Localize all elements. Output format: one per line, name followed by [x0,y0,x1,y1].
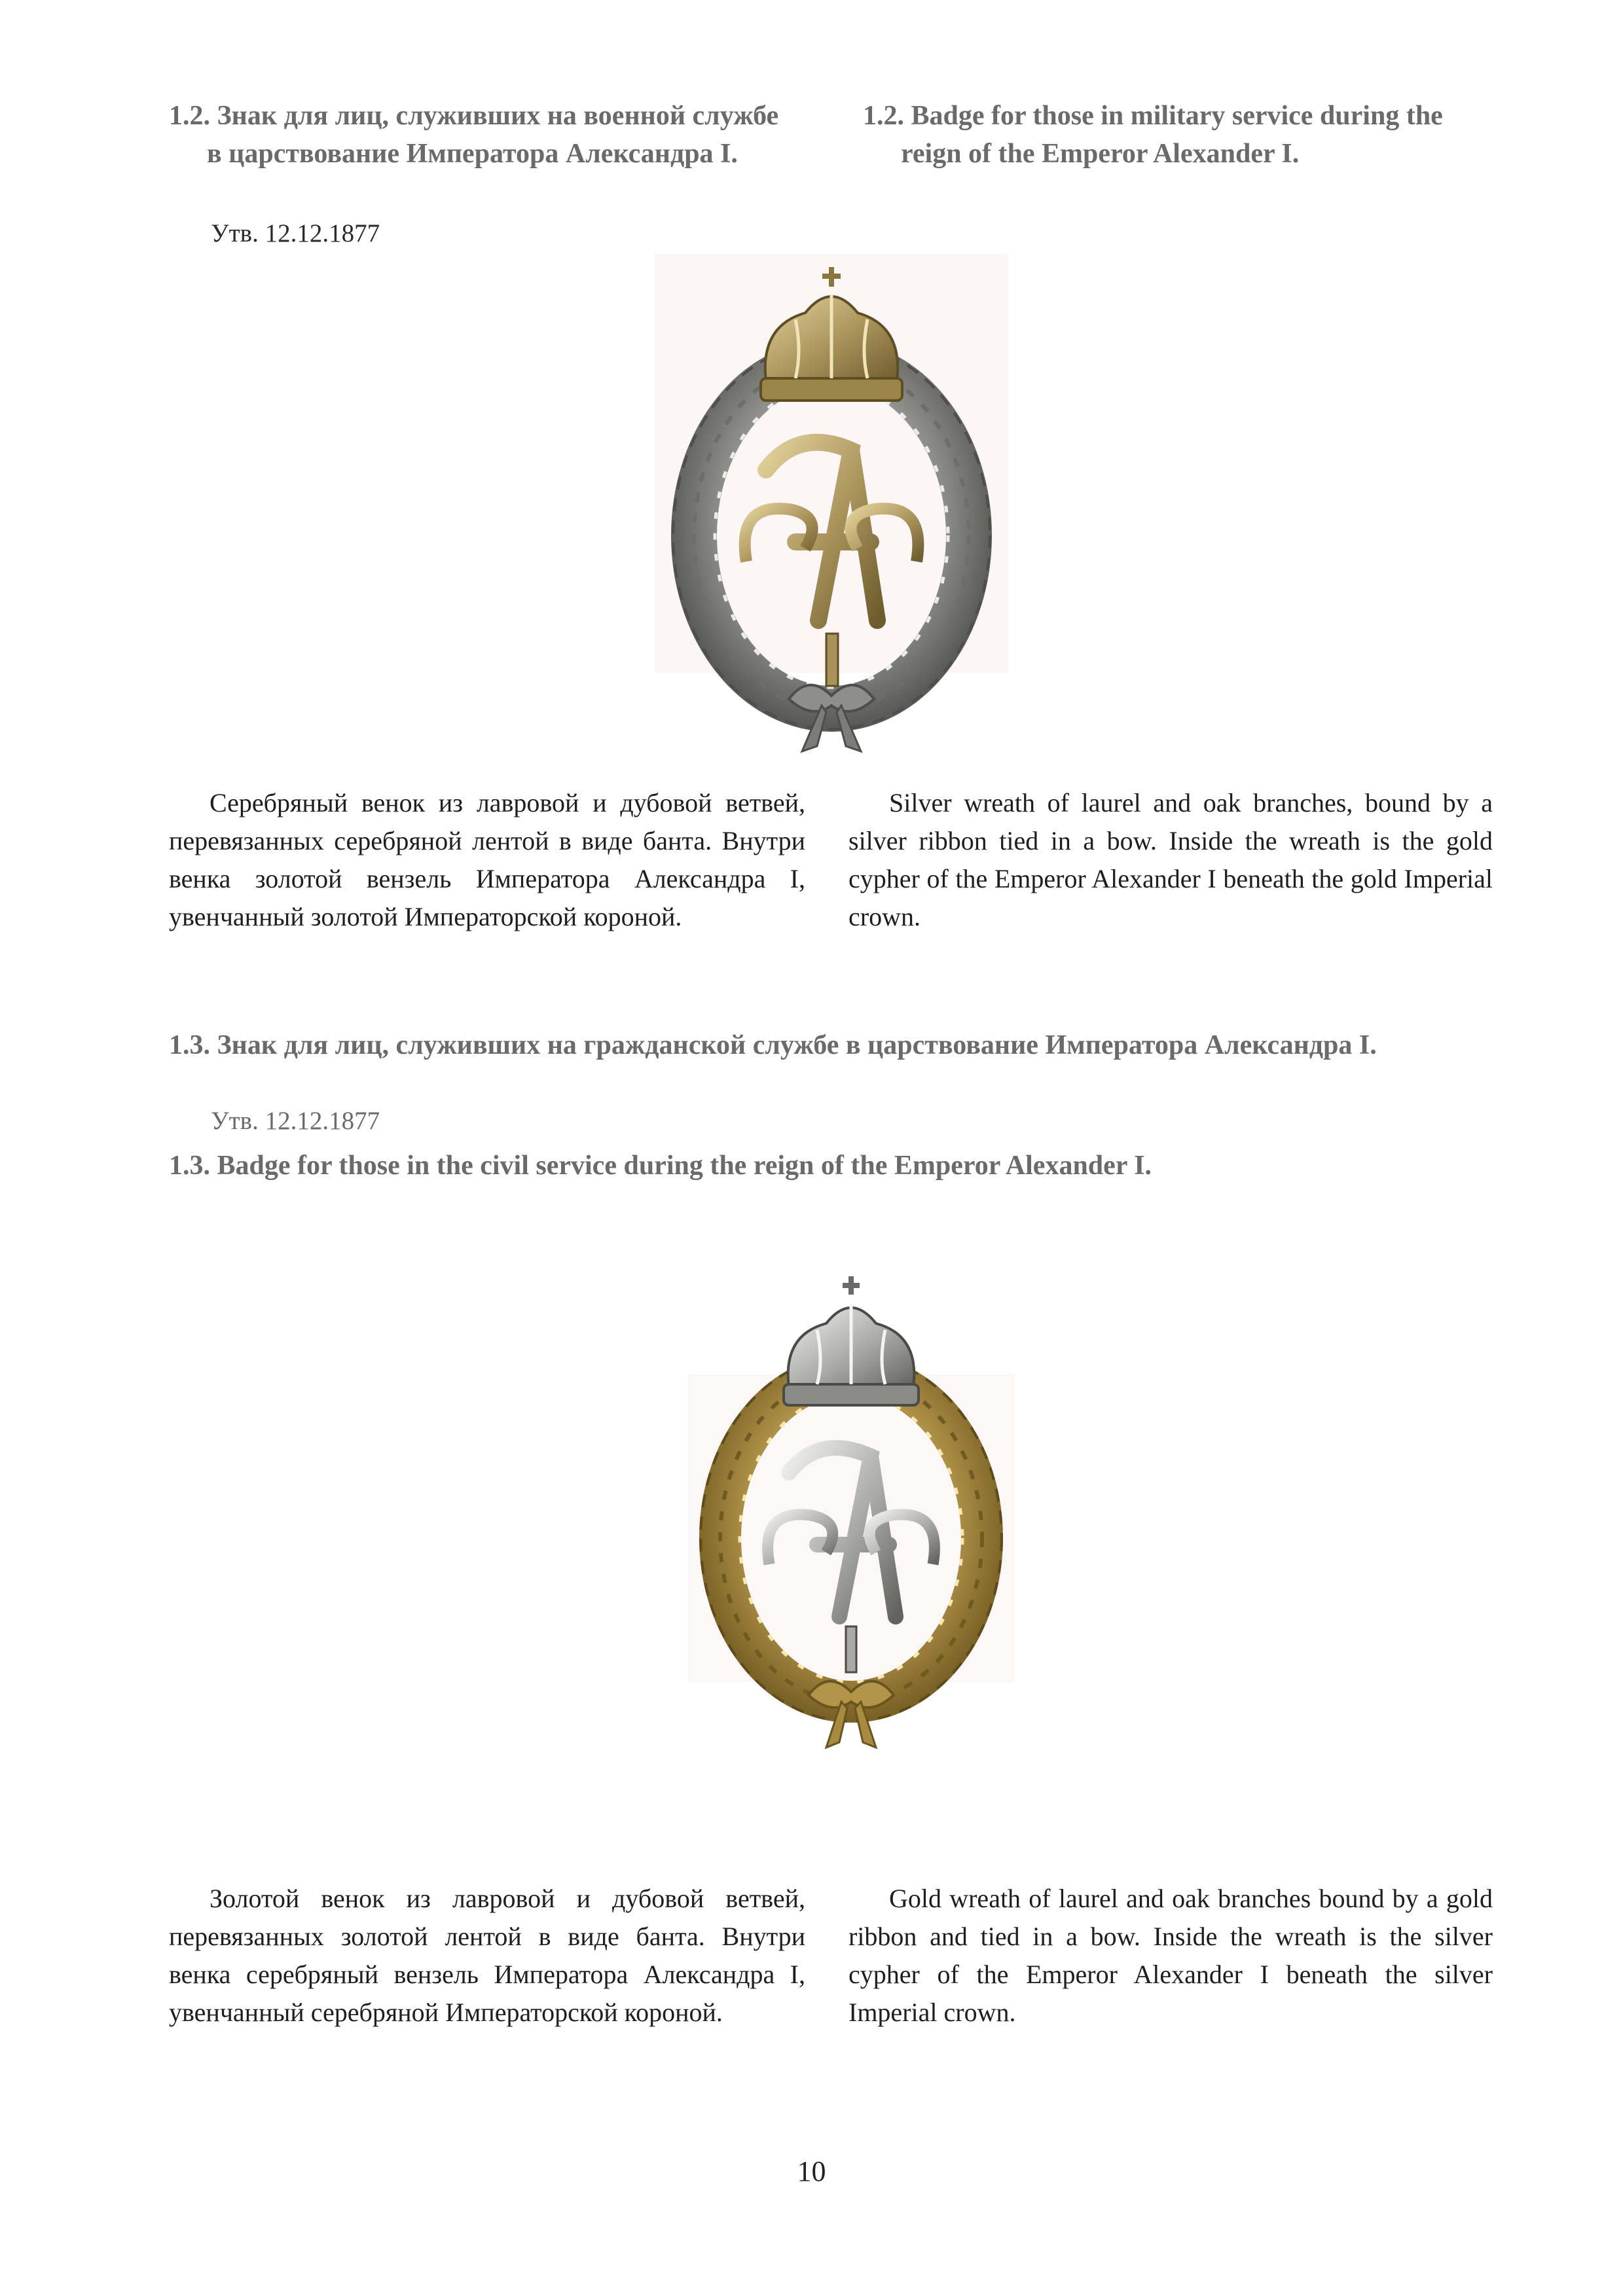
badge-1-2-image [655,254,1008,764]
silver-crown [784,1276,919,1405]
section-1-3-description-ru: Золотой венок из лавровой и дубовой ветвей, перевязанных золотой лентой в виде банта. Внутри венка серебряный вензель Императора Александра I, увенчанный серебряной Императорской короной. [169,1884,805,2027]
section-1-2-description-en: Silver wreath of laurel and oak branches, bound by a silver ribbon tied in a bow. Inside the wreath is the gold cypher of the Emperor Alexander I beneath the gold Imperial crown. [848,788,1493,931]
title-ru-line1: 1.2. Знак для лиц, служивших на военной службе [169,101,779,131]
page-number: 10 [797,2155,826,2187]
title-ru-line2: в царствование Императора Александра I. [207,139,738,169]
section-1-2-title-ru [169,97,843,173]
title-en-line2: reign of the Emperor Alexander I. [901,139,1300,169]
section-1-2-title-en [863,97,1518,173]
section-1-3-title-ru: 1.3. Знак для лиц, служивших на гражданской службе в царствование Императора Александра I. [169,1030,1377,1060]
section-1-2-description-ru: Серебряный венок из лавровой и дубовой ветвей, перевязанных серебряной лентой в виде банта. Внутри венка золотой вензель Императора Александра I, увенчанный золотой Императорской короной. [169,788,805,931]
section-1-2-approved-date: Утв. 12.12.1877 [211,219,380,247]
section-1-3-approved-date: Утв. 12.12.1877 [211,1107,380,1135]
section-1-3-title-en: 1.3. Badge for those in the civil service during the reign of the Emperor Alexander I. [169,1151,1152,1181]
section-1-3-description-en: Gold wreath of laurel and oak branches bound by a gold ribbon and tied in a bow. Inside the wreath is the silver cypher of the Emperor Alexander I beneath the silver Imperial crown. [848,1884,1493,2027]
title-en-line1: 1.2. Badge for those in military service during the [863,101,1443,131]
badge-1-3-image [681,1270,1021,1767]
